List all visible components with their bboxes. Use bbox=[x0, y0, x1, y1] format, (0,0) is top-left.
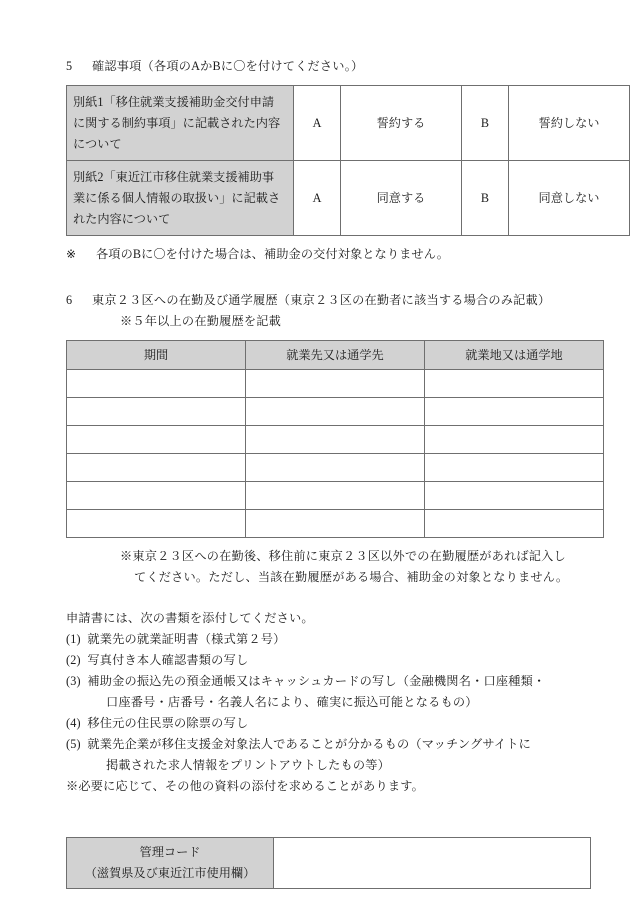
column-header-location: 就業地又は通学地 bbox=[425, 341, 604, 370]
table-header-row bbox=[67, 341, 604, 370]
section-5-note bbox=[66, 244, 564, 265]
section-6-number: 6 bbox=[66, 293, 73, 307]
cell-location[interactable] bbox=[425, 482, 604, 510]
management-code-value[interactable] bbox=[274, 838, 591, 889]
management-code-table bbox=[66, 837, 591, 889]
label-line-2: 業に係る個人情報の取扱い」に記載さ bbox=[73, 190, 281, 205]
section-5-title: 確認事項（各項のAかBに〇を付けてください。） bbox=[92, 59, 364, 73]
label-line-2: に関する制約事項」に記載された内容 bbox=[73, 115, 281, 130]
option-a-text-1[interactable]: 誓約する bbox=[341, 86, 462, 161]
cell-employer[interactable] bbox=[246, 426, 425, 454]
cell-location[interactable] bbox=[425, 398, 604, 426]
attachment-item-5 bbox=[66, 734, 564, 755]
table-row bbox=[67, 454, 604, 482]
option-b-mark-1[interactable]: B bbox=[462, 86, 509, 161]
spacer bbox=[66, 821, 564, 837]
option-b-text-1[interactable]: 誓約しない bbox=[509, 86, 630, 161]
confirmation-label-2 bbox=[67, 161, 294, 236]
attachments-intro: 申請書には、次の書類を添付してください。 bbox=[66, 611, 314, 625]
management-code-label-line-2: （滋賀県及び東近江市使用欄） bbox=[84, 866, 256, 880]
cell-employer[interactable] bbox=[246, 398, 425, 426]
option-a-mark-1[interactable]: A bbox=[294, 86, 341, 161]
spacer bbox=[66, 588, 564, 608]
spacer bbox=[66, 332, 564, 340]
section-6-note-line-2: てください。ただし、当該在勤履歴がある場合、補助金の対象となりません。 bbox=[134, 570, 569, 584]
attachment-text: 就業先の就業証明書（様式第２号） bbox=[87, 632, 286, 646]
cell-period[interactable] bbox=[67, 454, 246, 482]
option-a-mark-2[interactable]: A bbox=[294, 161, 341, 236]
document-content bbox=[66, 55, 600, 889]
cell-employer[interactable] bbox=[246, 370, 425, 398]
cell-employer[interactable] bbox=[246, 510, 425, 538]
label-line-1: 別紙1「移住就業支援補助金交付申請 bbox=[73, 94, 275, 109]
label-line-3: れた内容について bbox=[73, 211, 171, 226]
option-b-mark-2[interactable]: B bbox=[462, 161, 509, 236]
cell-location[interactable] bbox=[425, 370, 604, 398]
attachment-text: 補助金の振込先の預金通帳又はキャッシュカードの写し（金融機関名・口座種類・ bbox=[87, 674, 546, 688]
cell-location[interactable] bbox=[425, 510, 604, 538]
work-history-table bbox=[66, 340, 604, 538]
spacer bbox=[66, 236, 564, 244]
cell-period[interactable] bbox=[67, 426, 246, 454]
attachment-marker: (2) bbox=[66, 653, 81, 667]
confirmation-label-1 bbox=[67, 86, 294, 161]
cell-employer[interactable] bbox=[246, 454, 425, 482]
attachment-text: 写真付き本人確認書類の写し bbox=[87, 653, 249, 667]
attachment-item-2 bbox=[66, 650, 564, 671]
attachment-item-1 bbox=[66, 629, 564, 650]
confirmation-table bbox=[66, 85, 630, 236]
column-header-period: 期間 bbox=[67, 341, 246, 370]
option-b-text-2[interactable]: 同意しない bbox=[509, 161, 630, 236]
attachment-item-3-continued: 口座番号・店番号・名義人名により、確実に振込可能となるもの） bbox=[106, 695, 478, 709]
cell-period[interactable] bbox=[67, 482, 246, 510]
spacer bbox=[66, 797, 564, 821]
cell-period[interactable] bbox=[67, 398, 246, 426]
cell-location[interactable] bbox=[425, 426, 604, 454]
attachment-marker: (4) bbox=[66, 716, 81, 730]
attachment-item-4 bbox=[66, 713, 564, 734]
table-row bbox=[67, 838, 591, 889]
management-code-label bbox=[67, 838, 274, 889]
table-row bbox=[67, 426, 604, 454]
management-code-label-line-1: 管理コード bbox=[139, 845, 201, 859]
section-6-title: 東京２３区への在勤及び通学履歴（東京２３区の在勤者に該当する場合のみ記載） bbox=[92, 293, 551, 307]
section-6-heading bbox=[66, 289, 564, 311]
note-text: 各項のBに〇を付けた場合は、補助金の交付対象となりません。 bbox=[96, 247, 450, 261]
table-row bbox=[67, 510, 604, 538]
cell-period[interactable] bbox=[67, 370, 246, 398]
spacer bbox=[66, 265, 564, 289]
attachments-footnote: ※必要に応じて、その他の資料の添付を求めることがあります。 bbox=[66, 779, 425, 793]
section-6-subheading: ※５年以上の在勤履歴を記載 bbox=[120, 314, 282, 328]
column-header-employer: 就業先又は通学先 bbox=[246, 341, 425, 370]
cell-employer[interactable] bbox=[246, 482, 425, 510]
cell-location[interactable] bbox=[425, 454, 604, 482]
label-line-1: 別紙2「東近江市移住就業支援補助事 bbox=[73, 169, 275, 184]
table-row bbox=[67, 482, 604, 510]
section-5-heading bbox=[66, 55, 564, 77]
table-row bbox=[67, 398, 604, 426]
option-a-text-2[interactable]: 同意する bbox=[341, 161, 462, 236]
label-line-3: について bbox=[73, 136, 122, 151]
attachment-marker: (5) bbox=[66, 737, 81, 751]
attachment-marker: (1) bbox=[66, 632, 81, 646]
spacer bbox=[66, 77, 564, 85]
table-row bbox=[67, 161, 630, 236]
table-row bbox=[67, 86, 630, 161]
attachment-item-5-continued: 掲載された求人情報をプリントアウトしたもの等） bbox=[106, 758, 391, 772]
cell-period[interactable] bbox=[67, 510, 246, 538]
spacer bbox=[66, 538, 564, 546]
section-6-note-line-1: ※東京２３区への在勤後、移住前に東京２３区以外での在勤履歴があれば記入し bbox=[120, 549, 566, 563]
section-5-number: 5 bbox=[66, 59, 73, 73]
table-row bbox=[67, 370, 604, 398]
attachment-marker: (3) bbox=[66, 674, 81, 688]
attachment-item-3 bbox=[66, 671, 564, 692]
note-mark: ※ bbox=[66, 247, 77, 261]
attachment-text: 移住元の住民票の除票の写し bbox=[87, 716, 249, 730]
attachment-text: 就業先企業が移住支援金対象法人であることが分かるもの（マッチングサイトに bbox=[87, 737, 532, 751]
